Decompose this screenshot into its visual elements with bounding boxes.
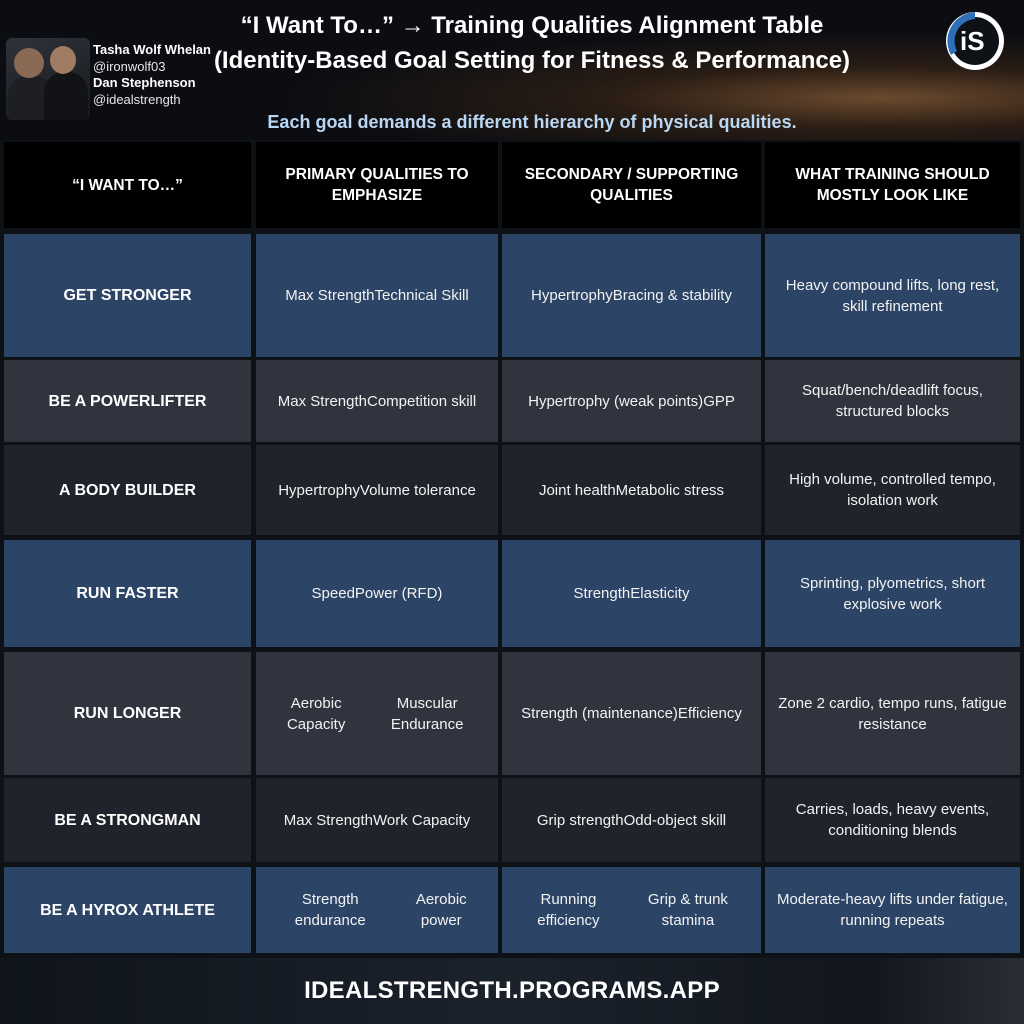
goal-label: RUN LONGER — [73, 705, 182, 722]
training-description: Heavy compound lifts, long rest, skill refinement — [785, 276, 1000, 315]
goal-label: A BODY BUILDER — [59, 481, 196, 499]
secondary-quality: Hypertrophy — [531, 287, 613, 304]
author-handle-2: @idealstrength — [93, 91, 181, 107]
secondary-quality: Grip & trunk stamina — [647, 891, 728, 929]
primary-quality: Speed — [311, 585, 355, 602]
secondary-qualities-cell — [502, 778, 761, 862]
primary-quality: Max Strength — [283, 811, 373, 829]
goal-header: “I WANT TO…” — [72, 176, 183, 194]
secondary-quality: Metabolic stress — [615, 481, 725, 499]
column-header — [502, 142, 761, 228]
secondary-qualities-cell — [502, 445, 761, 535]
goal-cell — [4, 540, 251, 647]
training-description-cell — [765, 540, 1020, 647]
primary-qualities-cell — [256, 778, 498, 862]
secondary-qualities-header: SECONDARY / SUPPORTING QUALITIES — [524, 166, 739, 204]
primary-quality: Strength endurance — [294, 891, 366, 929]
training-description-cell — [765, 234, 1020, 357]
secondary-quality: Efficiency — [677, 705, 742, 722]
goal-cell — [4, 778, 251, 862]
primary-quality: Aerobic Capacity — [286, 694, 346, 733]
primary-quality: Technical Skill — [374, 287, 469, 304]
author-photo — [6, 38, 90, 120]
goal-label: BE A STRONGMAN — [54, 811, 201, 829]
secondary-qualities-cell — [502, 867, 761, 953]
training-header: WHAT TRAINING SHOULD MOSTLY LOOK LIKE — [795, 166, 990, 204]
ideal-strength-logo — [942, 8, 1008, 74]
training-description: Squat/bench/deadlift focus, structured blocks — [802, 382, 983, 420]
page-subtitle: Each goal demands a different hierarchy of physical qualities. — [267, 112, 797, 132]
secondary-quality: Strength (maintenance) — [521, 705, 678, 722]
goal-cell — [4, 445, 251, 535]
primary-quality: Competition skill — [367, 392, 477, 410]
secondary-quality: Elasticity — [630, 585, 690, 602]
page-title: “I Want To…” → Training Qualities Alignment Table (Identity-Based Goal Setting for Fitness & Performance) — [213, 12, 851, 74]
training-description-cell — [765, 445, 1020, 535]
column-header — [765, 142, 1020, 228]
training-description: Sprinting, plyometrics, short explosive work — [799, 574, 986, 613]
training-description: High volume, controlled tempo, isolation work — [789, 471, 996, 509]
secondary-quality: Hypertrophy (weak points) — [528, 392, 704, 410]
primary-quality: Aerobic power — [415, 891, 467, 929]
logo-letter-i: iS — [960, 26, 985, 56]
training-description-cell — [765, 360, 1020, 442]
primary-qualities-cell — [256, 652, 498, 775]
column-header — [4, 142, 251, 228]
primary-qualities-cell — [256, 540, 498, 647]
secondary-quality: Running efficiency — [537, 891, 600, 929]
primary-qualities-header: PRIMARY QUALITIES TO EMPHASIZE — [285, 166, 469, 204]
secondary-quality: Odd-object skill — [623, 811, 727, 829]
training-description: Zone 2 cardio, tempo runs, fatigue resistance — [778, 694, 1007, 733]
training-description: Moderate-heavy lifts under fatigue, running repeats — [777, 891, 1008, 929]
goal-cell — [4, 867, 251, 953]
secondary-qualities-cell — [502, 652, 761, 775]
goal-label: RUN FASTER — [76, 585, 179, 602]
primary-quality: Work Capacity — [372, 811, 471, 829]
author-handle-1: @ironwolf03 — [93, 58, 166, 74]
training-description-cell — [765, 778, 1020, 862]
column-header — [256, 142, 498, 228]
author-name-1: Tasha Wolf Whelan — [93, 42, 211, 57]
training-description-cell — [765, 867, 1020, 953]
primary-quality: Power (RFD) — [354, 585, 443, 602]
goal-label: BE A POWERLIFTER — [48, 392, 207, 410]
primary-qualities-cell — [256, 360, 498, 442]
primary-qualities-cell — [256, 234, 498, 357]
goal-label: BE A HYROX ATHLETE — [40, 901, 215, 919]
training-description: Carries, loads, heavy events, conditioning blends — [795, 801, 990, 839]
secondary-qualities-cell — [502, 360, 761, 442]
secondary-qualities-cell — [502, 234, 761, 357]
primary-qualities-cell — [256, 867, 498, 953]
primary-quality: Volume tolerance — [359, 481, 476, 499]
goal-label: GET STRONGER — [63, 287, 192, 304]
goal-cell — [4, 234, 251, 357]
secondary-quality: GPP — [703, 392, 735, 410]
primary-quality: Hypertrophy — [278, 481, 360, 499]
secondary-qualities-cell — [502, 540, 761, 647]
primary-qualities-cell — [256, 445, 498, 535]
secondary-quality: Joint health — [538, 481, 616, 499]
goal-cell — [4, 360, 251, 442]
secondary-quality: Strength — [573, 585, 631, 602]
secondary-quality: Grip strength — [536, 811, 624, 829]
footer-url: IDEALSTRENGTH.PROGRAMS.APP — [304, 977, 720, 1004]
author-name-2: Dan Stephenson — [93, 75, 196, 90]
secondary-quality: Bracing & stability — [612, 287, 732, 304]
primary-quality: Max Strength — [277, 392, 367, 410]
primary-quality: Muscular Endurance — [390, 694, 464, 733]
training-description-cell — [765, 652, 1020, 775]
primary-quality: Max Strength — [285, 287, 375, 304]
goal-cell — [4, 652, 251, 775]
